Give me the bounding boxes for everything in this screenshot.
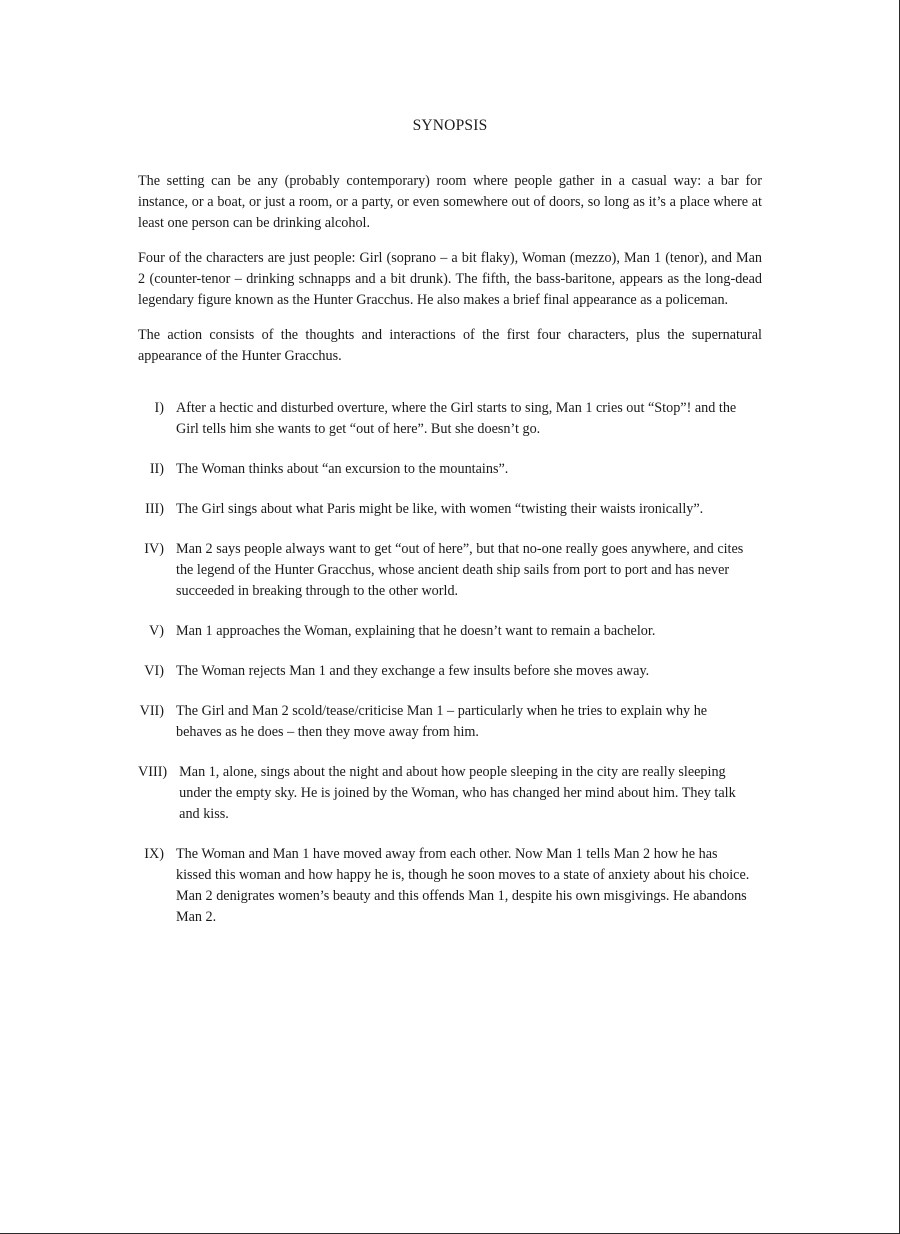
paragraph-action: The action consists of the thoughts and interactions of the first four characters, plus the supernatural appearance of the Hunter Gracchus.	[138, 327, 762, 364]
scene-item	[138, 762, 762, 825]
paragraph-setting: The setting can be any (probably contemporary) room where people gather in a casual way: a bar for instance, or a boat, or just a room, or a party, or even somewhere out of doors, so long as it’s a place where at least one person can be drinking alcohol.	[138, 173, 762, 231]
scene-number: II)	[149, 461, 164, 477]
scene-item	[138, 539, 762, 602]
scene-item	[138, 621, 762, 642]
scene-item	[138, 701, 762, 743]
scene-text: Man 1, alone, sings about the night and about how people sleeping in the city are really sleeping under the empty sky. He is joined by the Woman, who has changed her mind about him. They talk and kiss.	[179, 764, 736, 822]
synopsis-document	[138, 115, 762, 947]
scene-text: Man 2 says people always want to get “out of here”, but that no-one really goes anywhere, and cites the legend of the Hunter Gracchus, whose ancient death ship sails from port to port and has never succeeded in breaking through to the other world.	[176, 541, 744, 599]
scene-text: The Girl and Man 2 scold/tease/criticise Man 1 – particularly when he tries to explain why he behaves as he does – then they move away from him.	[176, 703, 708, 740]
scene-text: The Woman and Man 1 have moved away from each other. Now Man 1 tells Man 2 how he has kissed this woman and how happy he is, though he soon moves to a state of anxiety about his choice. Man 2 denigrates women’s beauty and this offends Man 1, despite his own misgivings. He abandons Man 2.	[176, 846, 750, 925]
scene-item	[138, 661, 762, 682]
scene-number: VII)	[139, 703, 164, 719]
scene-text: After a hectic and disturbed overture, where the Girl starts to sing, Man 1 cries out “Stop”! and the Girl tells him she wants to get “out of here”. But she doesn’t go.	[176, 400, 737, 437]
scene-text: The Woman rejects Man 1 and they exchange a few insults before she moves away.	[176, 663, 650, 679]
page-title: SYNOPSIS	[412, 117, 488, 134]
scene-number: V)	[149, 623, 164, 639]
scene-text: The Woman thinks about “an excursion to the mountains”.	[176, 461, 509, 477]
scene-number: VI)	[144, 663, 164, 679]
scene-item	[138, 844, 762, 928]
scene-list	[138, 398, 762, 928]
scene-text: Man 1 approaches the Woman, explaining that he doesn’t want to remain a bachelor.	[176, 623, 656, 639]
scene-item	[138, 459, 762, 480]
scene-number: IV)	[144, 541, 164, 557]
scene-item	[138, 499, 762, 520]
scene-text: The Girl sings about what Paris might be like, with women “twisting their waists ironically”.	[176, 501, 704, 517]
scene-number: I)	[154, 400, 164, 416]
paragraph-characters: Four of the characters are just people: Girl (soprano – a bit flaky), Woman (mezzo), Man 1 (tenor), and Man 2 (counter-tenor – drinking schnapps and a bit drunk). The fifth, the bass-baritone, appears as the long-dead legendary figure known as the Hunter Gracchus. He also makes a brief final appearance as a policeman.	[138, 250, 762, 308]
scene-number: III)	[145, 501, 164, 517]
scene-number: IX)	[144, 846, 164, 862]
scene-number: VIII)	[138, 764, 168, 780]
scene-item	[138, 398, 762, 440]
